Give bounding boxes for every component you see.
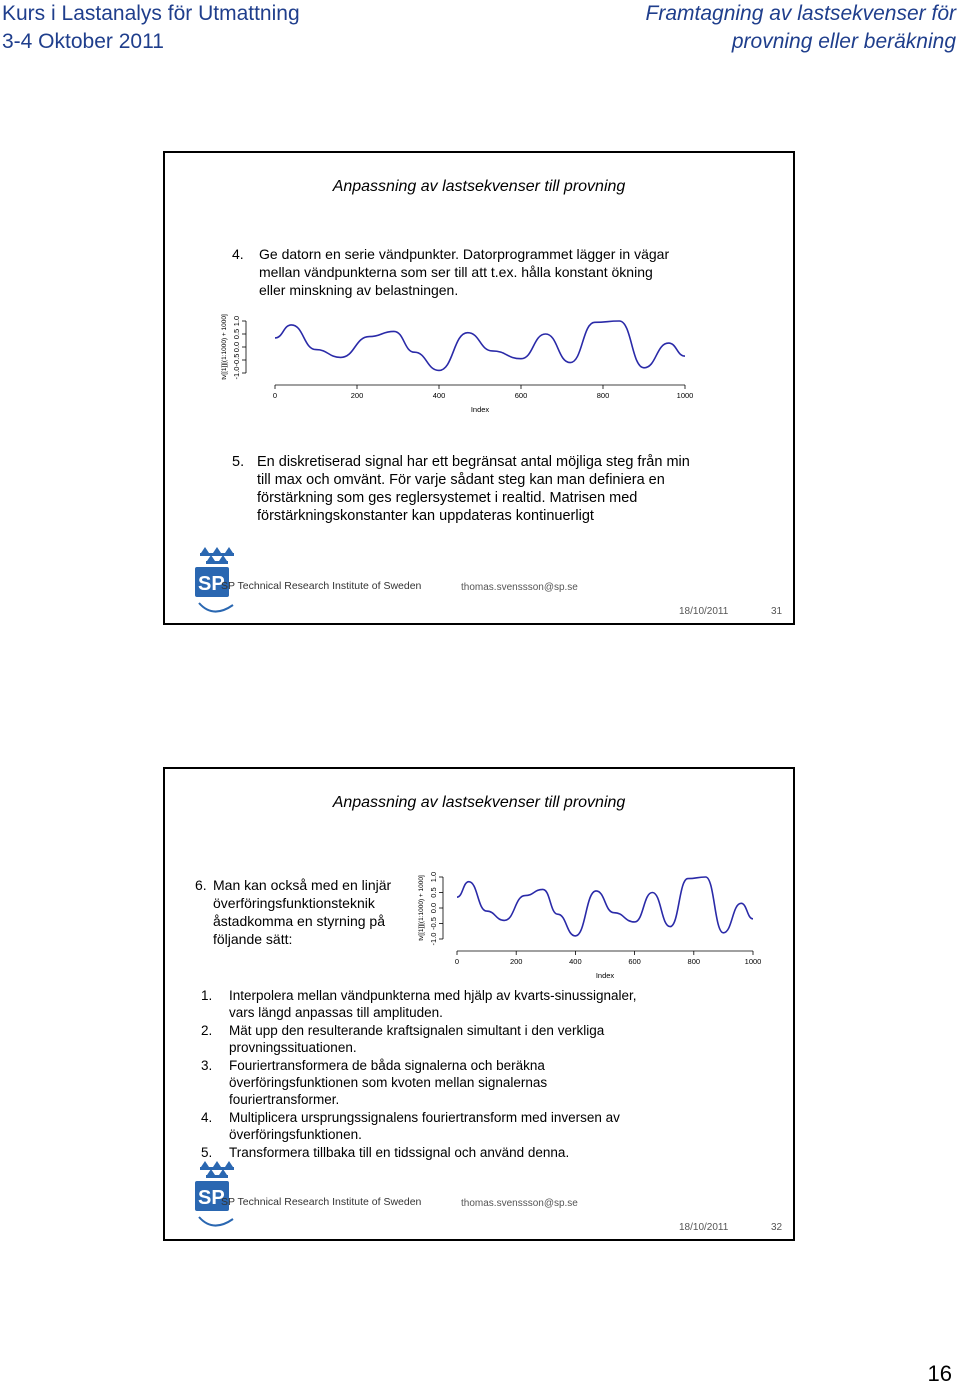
item-number: 6. xyxy=(195,877,207,893)
step-number: 4. xyxy=(201,1110,213,1125)
step-line: överföringsfunktionen. xyxy=(229,1127,362,1142)
x-tick-label: 1000 xyxy=(744,957,762,966)
step-item xyxy=(201,1022,781,1056)
y-tick-label: -0.5 xyxy=(429,917,438,930)
slide-title: Anpassning av lastsekvenser till provning xyxy=(332,794,626,811)
item-4-line: mellan vändpunkterna som ser till att t.ex. hålla konstant ökning xyxy=(259,264,653,280)
item-6-line: överföringsfunktionsteknik xyxy=(213,895,375,911)
step-line: Interpolera mellan vändpunkterna med hjälp av kvarts-sinussignaler, xyxy=(229,988,637,1003)
signal-series-line xyxy=(275,321,685,370)
slide-date: 18/10/2011 xyxy=(679,606,729,617)
step-line: vars längd anpassas till amplituden. xyxy=(229,1005,443,1020)
step-number: 3. xyxy=(201,1058,213,1073)
y-tick-label: 1.0 xyxy=(429,871,438,883)
signal-chart-svg xyxy=(417,869,777,979)
y-tick-label: -1.0 xyxy=(429,932,438,946)
lecture-title-line1: Framtagning av lastsekvenser för xyxy=(645,2,956,25)
list-item-4 xyxy=(232,245,772,299)
step-number: 1. xyxy=(201,988,213,1003)
x-tick-label: 1000 xyxy=(676,391,694,400)
signal-series-line xyxy=(457,877,753,936)
step-line: Multiplicera ursprungssignalens fouriertransform med inversen av xyxy=(229,1110,620,1125)
y-tick-label: 1.0 xyxy=(232,315,241,327)
step-item xyxy=(201,1057,781,1108)
course-date: 3-4 Oktober 2011 xyxy=(2,30,164,53)
slide-date: 18/10/2011 xyxy=(679,1222,729,1233)
x-tick-label: 800 xyxy=(687,957,701,966)
step-line: överföringsfunktionen som kvoten mellan signalernas xyxy=(229,1075,548,1090)
step-line: Transformera tillbaka till en tidssignal och använd denna. xyxy=(229,1145,570,1160)
item-6-line: Man kan också med en linjär xyxy=(213,877,392,893)
slide-31 xyxy=(163,151,795,625)
signal-chart-svg xyxy=(220,313,710,414)
y-tick-label: -1.0 xyxy=(232,366,241,380)
x-tick-label: 600 xyxy=(628,957,641,966)
y-tick-label: -0.5 xyxy=(232,353,241,367)
step-line: Fouriertransformera de båda signalerna och beräkna xyxy=(229,1058,545,1073)
list-item-6 xyxy=(195,876,405,948)
y-tick-label: 0.5 xyxy=(232,328,241,340)
x-tick-label: 0 xyxy=(272,391,278,400)
x-axis-label: Index xyxy=(470,405,490,414)
item-6-line: åstadkomma en styrning på xyxy=(213,913,385,929)
x-tick-label: 400 xyxy=(569,957,582,966)
email: thomas.svenssson@sp.se xyxy=(461,582,578,593)
step-item xyxy=(201,1109,781,1143)
slide-number: 32 xyxy=(771,1222,783,1233)
institute-name: SP Technical Research Institute of Sweden xyxy=(221,580,422,592)
item-6-line: följande sätt: xyxy=(213,931,293,947)
step-number: 2. xyxy=(201,1023,213,1038)
course-title: Kurs i Lastanalys för Utmattning xyxy=(2,2,300,25)
step-item xyxy=(201,1144,781,1161)
x-tick-label: 800 xyxy=(596,391,610,400)
step-line: provningssituationen. xyxy=(229,1040,357,1055)
x-tick-label: 0 xyxy=(454,957,460,966)
institute-name: SP Technical Research Institute of Sweden xyxy=(221,1196,422,1208)
y-tick-label: 0.5 xyxy=(429,887,438,898)
slide-32 xyxy=(163,767,795,1241)
step-line: Mät upp den resulterande kraftsignalen simultant i den verkliga xyxy=(229,1023,605,1038)
x-tick-label: 200 xyxy=(509,957,523,966)
step-number: 5. xyxy=(201,1145,213,1160)
slide-title: Anpassning av lastsekvenser till provning xyxy=(332,178,626,195)
item-5-line: förstärkningskonstanter kan uppdateras kontinuerligt xyxy=(257,508,594,524)
x-tick-label: 600 xyxy=(514,391,528,400)
y-tick-label: 0.0 xyxy=(429,902,438,914)
lecture-title-line2: provning eller beräkning xyxy=(731,30,956,53)
svg-text:SP: SP xyxy=(198,1187,225,1209)
signal-plot-2 xyxy=(417,869,777,979)
x-tick-label: 200 xyxy=(350,391,364,400)
document-header-left xyxy=(2,0,300,56)
list-item-5 xyxy=(232,453,777,525)
x-tick-label: 400 xyxy=(432,391,446,400)
signal-plot-1 xyxy=(220,313,710,414)
item-4-line: Ge datorn en serie vändpunkter. Datorprogrammet lägger in vägar xyxy=(259,246,670,262)
step-item xyxy=(201,987,781,1021)
item-number: 5. xyxy=(232,454,245,470)
y-axis-label: tv[[1]][(1:1000) + 1000] xyxy=(221,314,228,380)
y-axis-label: tv[[1]][(1:1000) + 1000] xyxy=(418,875,425,941)
steps-list xyxy=(201,987,781,1162)
step-line: fouriertransformer. xyxy=(229,1092,340,1107)
item-5-line: till max och omvänt. För varje sådant steg kan man definiera en xyxy=(257,472,665,488)
item-4-line: eller minskning av belastningen. xyxy=(259,282,459,298)
email: thomas.svenssson@sp.se xyxy=(461,1198,578,1209)
item-5-line: förstärkning som ges reglersystemet i realtid. Matrisen med xyxy=(257,490,638,506)
x-axis-label: Index xyxy=(595,971,615,980)
item-number: 4. xyxy=(232,246,244,262)
y-tick-label: 0.0 xyxy=(232,341,241,353)
item-5-line: En diskretiserad signal har ett begränsat antal möjliga steg från min xyxy=(257,454,690,470)
document-header-right xyxy=(646,0,956,56)
svg-text:SP: SP xyxy=(198,573,225,595)
slide-number: 31 xyxy=(771,606,783,617)
page-number: 16 xyxy=(927,1361,952,1386)
